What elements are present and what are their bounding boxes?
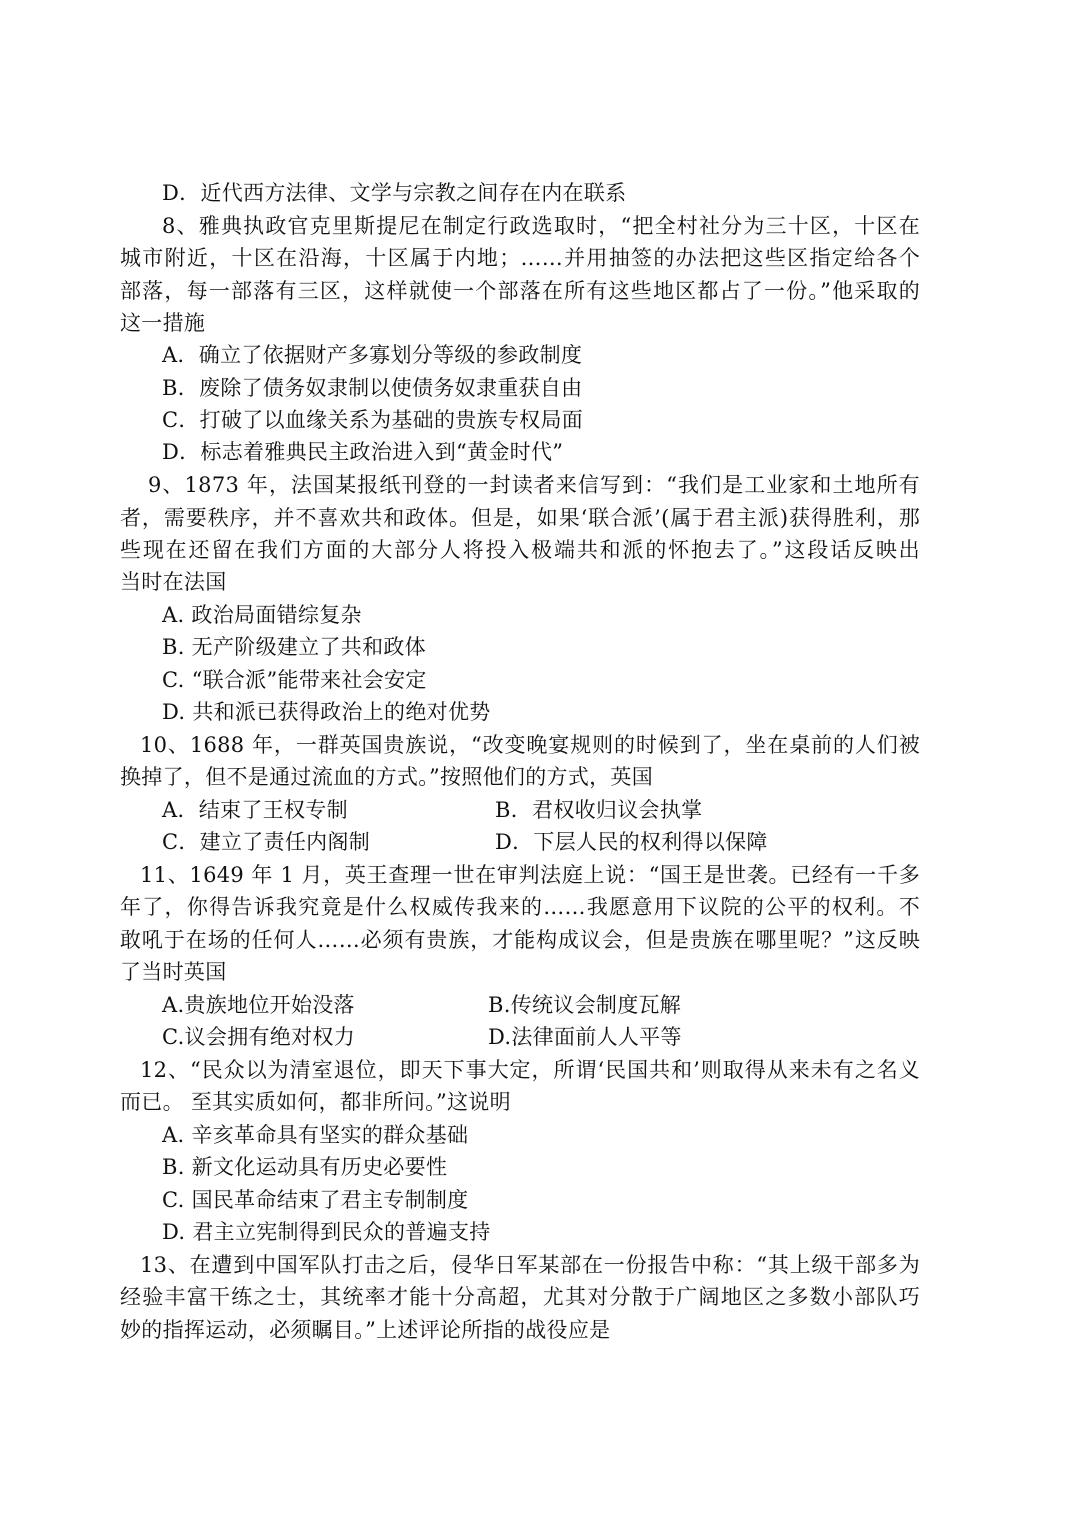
q8-option-d: D．标志着雅典民主政治进入到“黄金时代”: [162, 440, 564, 464]
q13-stem-line-1: 13、在遭到中国军队打击之后，侵华日军某部在一份报告中称：“其上级干部多为: [140, 1253, 920, 1277]
q9-stem-line-2: 者，需要秩序，并不喜欢共和政体。但是，如果‘联合派’(属于君主派)获得胜利，那: [120, 506, 920, 530]
q9-option-d: D. 共和派已获得政治上的绝对优势: [162, 700, 491, 724]
q12-stem-line-1: 12、“民众以为清室退位，即天下事大定，所谓‘民国共和’则取得从来未有之名义: [140, 1058, 920, 1082]
q11-stem-line-2: 年了，你得告诉我究竟是什么权威传我来的……我愿意用下议院的公平的权利。不: [120, 895, 920, 919]
q10-stem-line-2: 换掉了，但不是通过流血的方式。”按照他们的方式，英国: [120, 765, 654, 789]
q11-stem-line-4: 了当时英国: [120, 960, 227, 984]
q9-stem-line-1: 9、1873 年，法国某报纸刊登的一封读者来信写到：“我们是工业家和土地所有: [148, 473, 920, 497]
q9-stem-line-4: 当时在法国: [120, 570, 227, 594]
q11-stem-line-3: 敢吼于在场的任何人……必须有贵族，才能构成议会，但是贵族在哪里呢？”这反映: [120, 928, 920, 952]
q8-option-c: C．打破了以血缘关系为基础的贵族专权局面: [162, 408, 584, 432]
q12-option-d: D. 君主立宪制得到民众的普遍支持: [162, 1220, 491, 1244]
q11-option-a: A.贵族地位开始没落: [162, 993, 355, 1017]
q10-option-b: B．君权收归议会执掌: [495, 798, 703, 822]
q9-option-b: B. 无产阶级建立了共和政体: [162, 635, 426, 659]
q8-stem-line-1: 8、雅典执政官克里斯提尼在制定行政选取时，“把全村社分为三十区，十区在: [162, 214, 920, 238]
q12-option-b: B. 新文化运动具有历史必要性: [162, 1155, 448, 1179]
q9-stem-line-3: 些现在还留在我们方面的大部分人将投入极端共和派的怀抱去了。”这段话反映出: [120, 538, 920, 562]
q9-option-a: A. 政治局面错综复杂: [162, 603, 362, 627]
q11-stem-line-1: 11、1649 年 1 月，英王查理一世在审判法庭上说：“国王是世袭。已经有一千多: [140, 863, 920, 887]
q12-option-a: A. 辛亥革命具有坚实的群众基础: [162, 1123, 469, 1147]
q8-option-b: B．废除了债务奴隶制以使债务奴隶重获自由: [162, 376, 583, 400]
q8-stem-line-3: 部落，每一部落有三区，这样就使一个部落在所有这些地区都占了一份。”他采取的: [120, 279, 920, 303]
q13-stem-line-3: 妙的指挥运动，必须瞩目。”上述评论所指的战役应是: [120, 1318, 611, 1342]
q10-option-d: D．下层人民的权利得以保障: [495, 830, 768, 854]
q7-option-d: D．近代西方法律、文学与宗教之间存在内在联系: [162, 181, 627, 205]
q8-stem-line-2: 城市附近，十区在沿海，十区属于内地；……并用抽签的办法把这些区指定给各个: [120, 246, 920, 270]
q13-stem-line-2: 经验丰富干练之士，其统率才能十分高超，尤其对分散于广阔地区之多数小部队巧: [120, 1285, 920, 1309]
q8-option-a: A．确立了依据财产多寡划分等级的参政制度: [162, 343, 583, 367]
q10-stem-line-1: 10、1688 年，一群英国贵族说，“改变晚宴规则的时候到了，坐在桌前的人们被: [140, 733, 920, 757]
q8-stem-line-4: 这一措施: [120, 311, 206, 335]
q12-option-c: C. 国民革命结束了君主专制制度: [162, 1188, 469, 1212]
q11-option-d: D.法律面前人人平等: [488, 1025, 682, 1049]
q11-option-b: B.传统议会制度瓦解: [488, 993, 682, 1017]
q9-option-c: C. “联合派”能带来社会安定: [162, 668, 427, 692]
q10-option-a: A．结束了王权专制: [162, 798, 348, 822]
q12-stem-line-2: 而已。 至其实质如何，都非所问。”这说明: [120, 1090, 511, 1114]
q10-option-c: C．建立了责任内阁制: [162, 830, 371, 854]
q11-option-c: C.议会拥有绝对权力: [162, 1025, 355, 1049]
